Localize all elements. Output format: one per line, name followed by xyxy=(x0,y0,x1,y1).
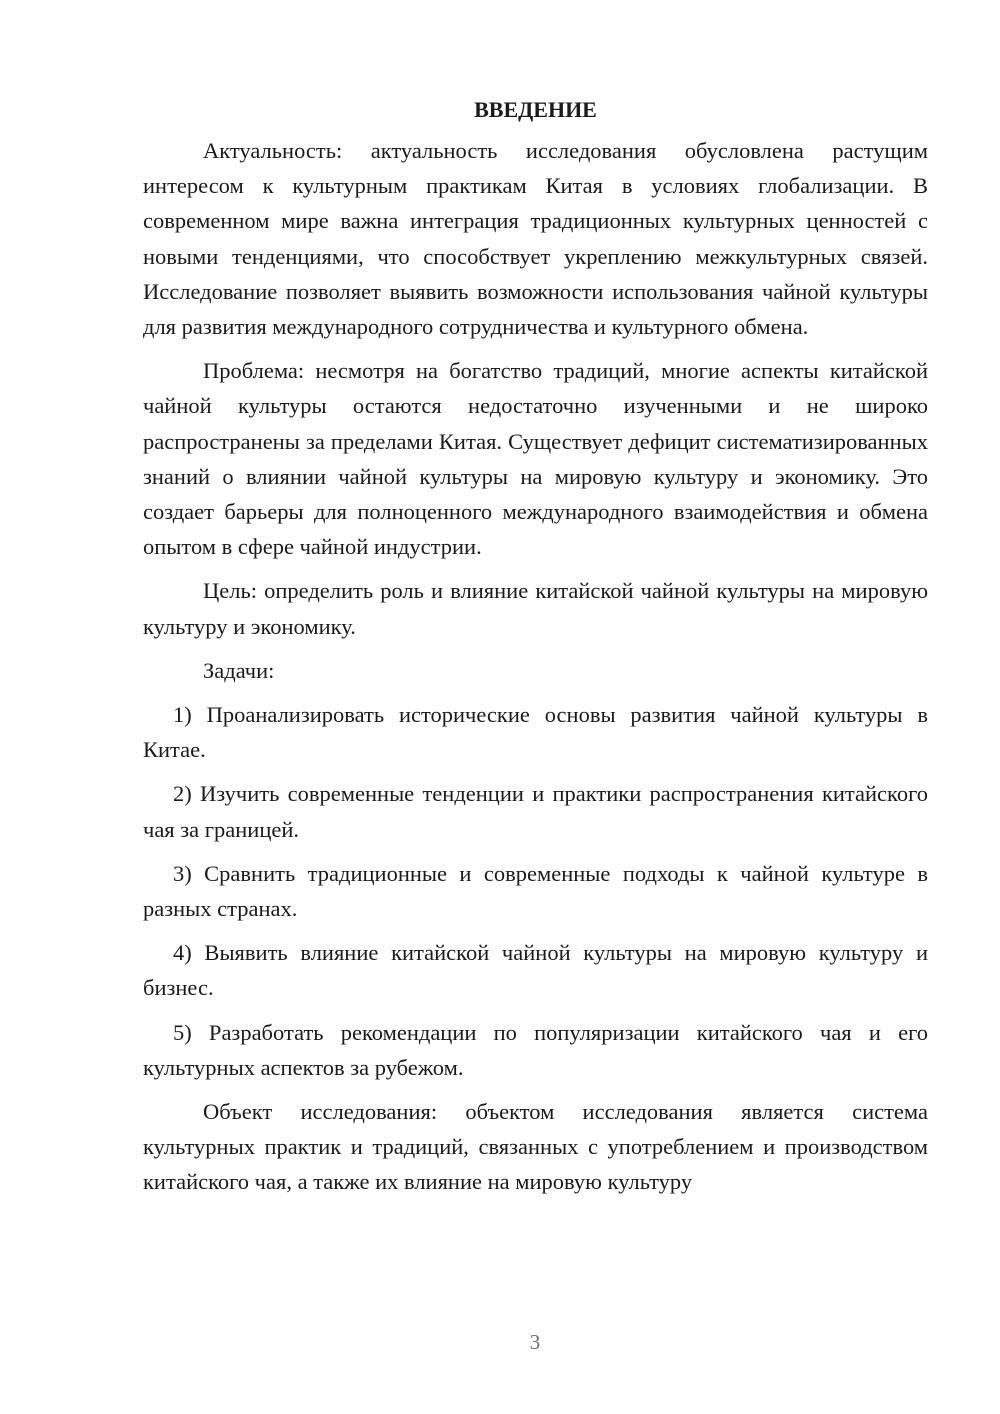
paragraph-goal: Цель: определить роль и влияние китайской чайной культуры на мировую культуру и экономику. xyxy=(143,578,928,639)
task-item-5: 5) Разработать рекомендации по популяризации китайского чая и его культурных аспектов за рубежом. xyxy=(143,1019,928,1080)
task-item-1: 1) Проанализировать исторические основы развития чайной культуры в Китае. xyxy=(143,702,928,763)
paragraph-relevance: Актуальность: актуальность исследования обусловлена растущим интересом к культурным практикам Китая в условиях глобализации. В современном мире важна интеграция традиционных культурных ценностей с новыми тенденциями, что способствует укреплению межкультурных связей. Исследование позволяет выявить возможности использования чайной культуры для развития международного сотрудничества и культурного обмена. xyxy=(143,138,928,340)
task-item-4: 4) Выявить влияние китайской чайной культуры на мировую культуру и бизнес. xyxy=(143,940,928,1001)
page-number: 3 xyxy=(529,1330,541,1354)
task-item-2: 2) Изучить современные тенденции и практики распространения китайского чая за границей. xyxy=(143,781,928,842)
task-item-3: 3) Сравнить традиционные и современные подходы к чайной культуре в разных странах. xyxy=(143,860,928,922)
paragraph-tasks-heading: Задачи: xyxy=(203,657,275,683)
paragraph-object: Объект исследования: объектом исследования является система культурных практик и традиций, связанных с употреблением и производством китайского чая, а также их влияние на мировую культуру xyxy=(143,1099,928,1195)
document-page xyxy=(143,92,928,1209)
paragraph-problem: Проблема: несмотря на богатство традиций, многие аспекты китайской чайной культуры остаются недостаточно изученными и не широко распространены за пределами Китая. Существует дефицит систематизированных знаний о влиянии чайной культуры на мировую культуру и экономику. Это создает барьеры для полноценного международного взаимодействия и обмена опытом в сфере чайной индустрии. xyxy=(143,358,928,560)
section-title: ВВЕДЕНИЕ xyxy=(474,97,597,122)
